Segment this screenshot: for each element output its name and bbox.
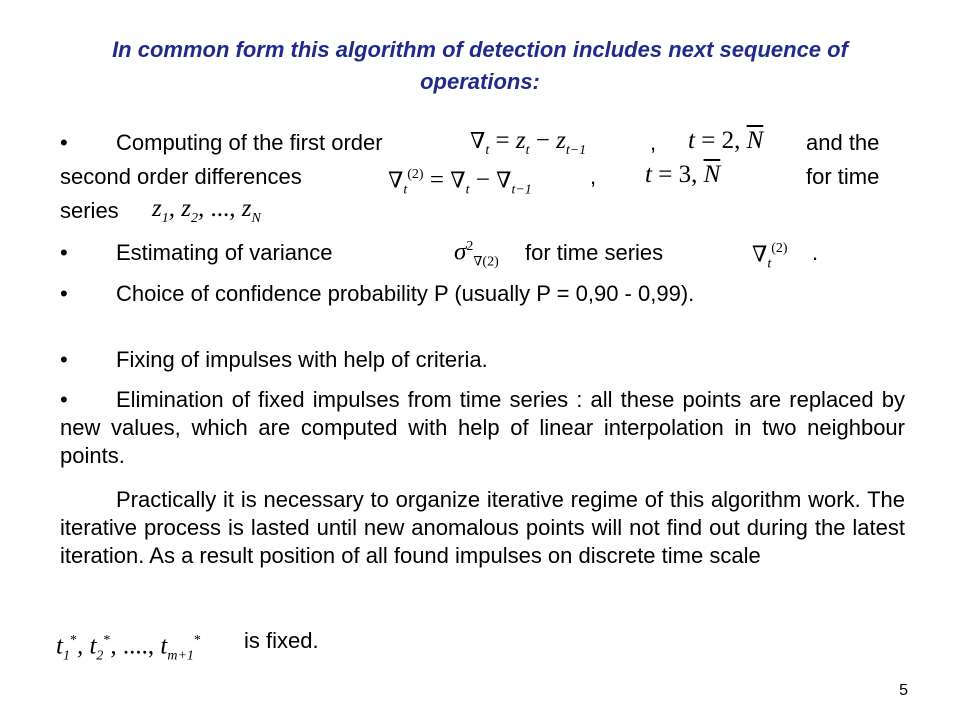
bullet-2-glyph: •	[60, 240, 68, 265]
bullet-1-text-c: second order differences	[60, 164, 302, 189]
bullet-4-glyph: •	[60, 347, 68, 372]
last-line-text: is fixed.	[244, 628, 319, 653]
practical-paragraph	[60, 486, 905, 570]
bullet-2-text-b: for time series	[525, 240, 664, 265]
bullet-5	[60, 386, 905, 470]
formula-series: $z_1$, $z_2$, ..., $z_N$	[152, 195, 261, 226]
comma: ,	[590, 164, 597, 189]
bullet-3-text: Choice of confidence probability P (usually P = 0,90 - 0,99).	[116, 281, 695, 306]
bullet-3-glyph: •	[60, 281, 68, 306]
comma: ,	[650, 130, 657, 155]
bullet-1-text-b: and the	[806, 130, 880, 155]
bullet-2-dot: .	[812, 240, 819, 265]
formula-first-difference: $\nabla_t = z_t - z_{t-1}$	[470, 127, 587, 158]
formula-second-diff-series: $\nabla_t^{(2)}$	[752, 241, 788, 272]
practical-paragraph-text: Practically it is necessary to organize iterative regime of this algorithm work. The iterative process is lasted until new anomalous points will not find out during the latest iteration. As a result position of all found impulses on discrete time scale	[60, 487, 905, 568]
bullet-2-text-a: Estimating of variance	[116, 240, 333, 265]
bullet-4	[60, 346, 905, 374]
formula-variance: $\sigma^2_{\nabla(2)}$	[454, 238, 499, 270]
page-number: 5	[899, 682, 908, 699]
bullet-5-text: Elimination of fixed impulses from time series : all these points are replaced by new values, which are computed with help of linear interpolation in two neighbour points.	[60, 387, 905, 468]
bullet-1-glyph: •	[60, 130, 68, 155]
bullet-5-glyph: •	[60, 387, 68, 412]
formula-impulse-times: $t_1^*$, $t_2^*$, ...., $t_{m+1}^*$	[56, 632, 201, 664]
slide-title: In common form this algorithm of detection includes next sequence of operations:	[112, 37, 848, 94]
formula-second-difference: $\nabla_t^{(2)} = \nabla_t - \nabla_{t-1}$	[388, 166, 532, 198]
formula-range-2-N: t = 2, $\overline{N}$	[688, 127, 764, 154]
bullet-4-text: Fixing of impulses with help of criteria.	[116, 347, 488, 372]
bullet-1-text-a: Computing of the first order	[116, 130, 383, 155]
bullet-3	[60, 280, 905, 308]
formula-range-3-N: t = 3, $\overline{N}$	[645, 161, 721, 188]
bullet-1-text-e: series	[60, 198, 119, 223]
bullet-1-text-d: for time	[806, 164, 880, 189]
